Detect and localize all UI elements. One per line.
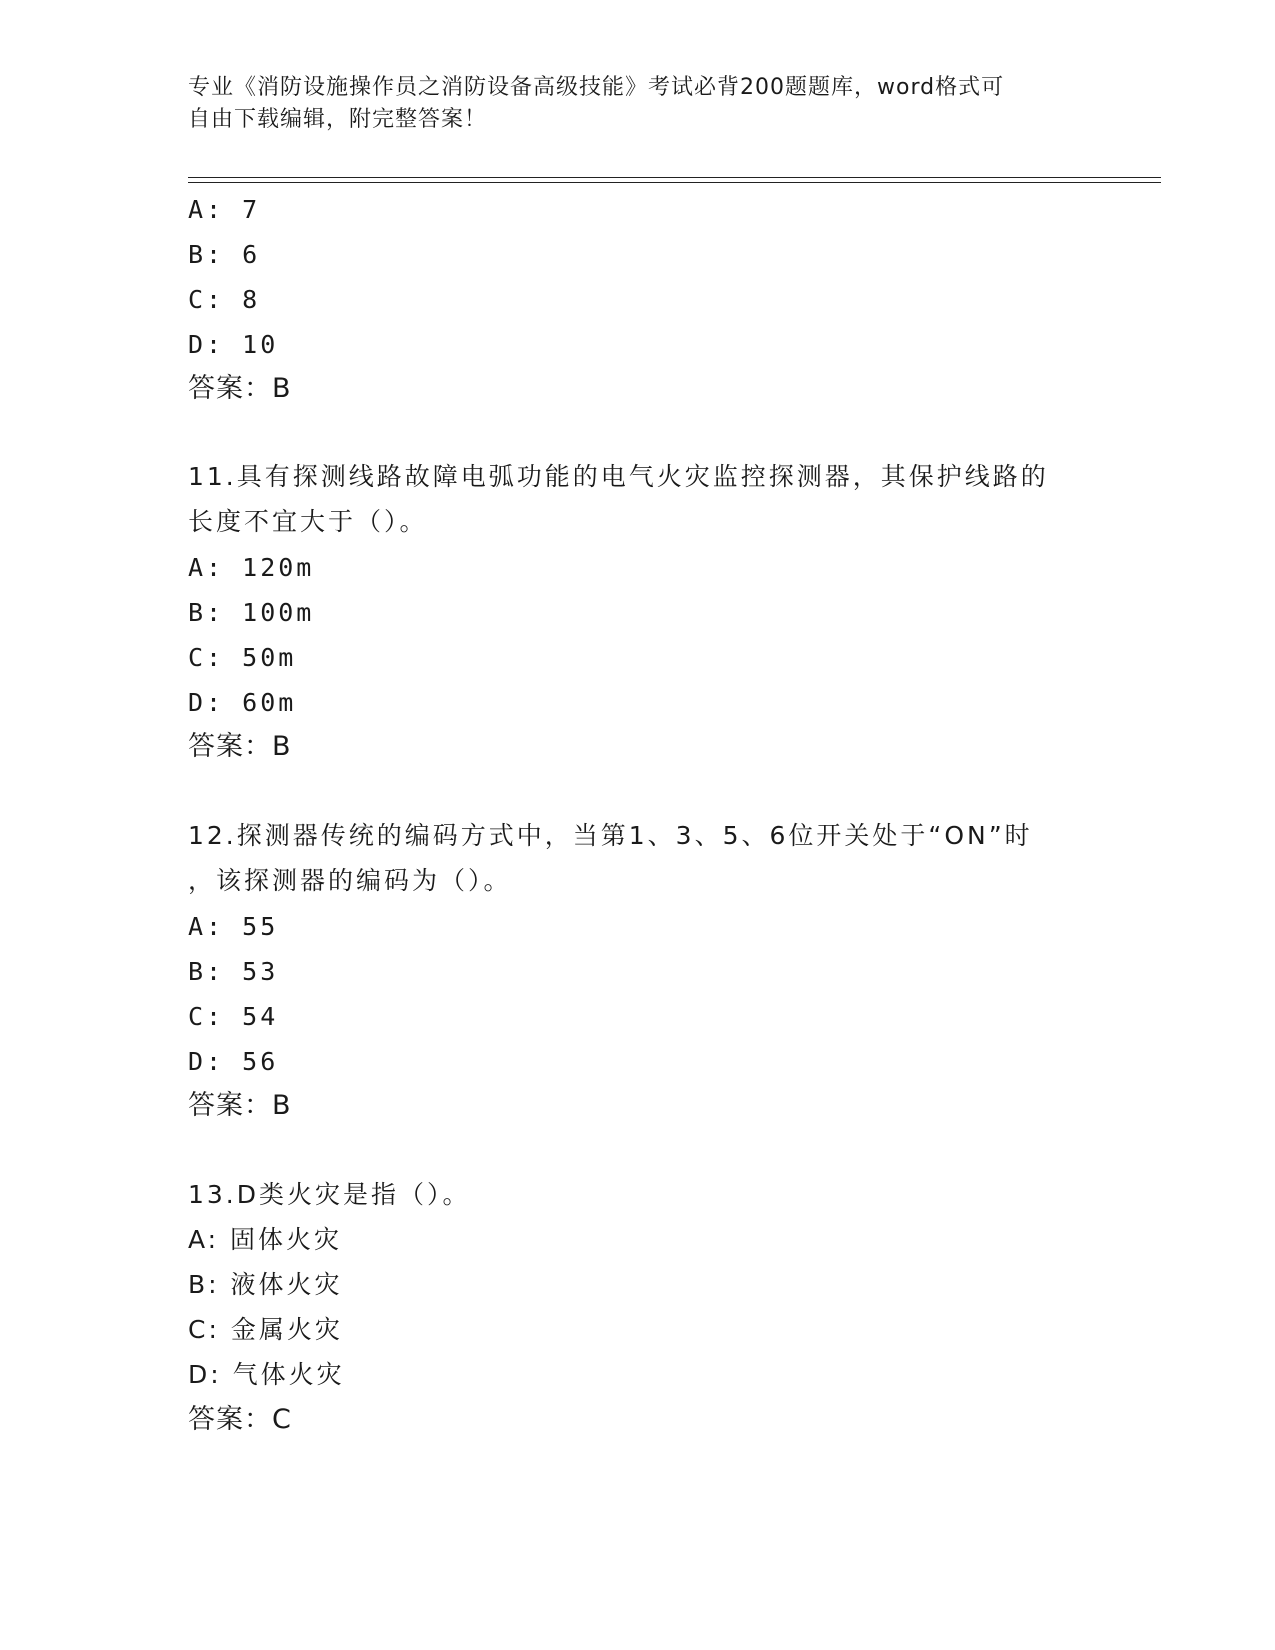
header-line-2: 自由下载编辑，附完整答案！ <box>188 107 488 132</box>
option-d: D: 60m <box>188 688 297 717</box>
question-stem-line-1: 12.探测器传统的编码方式中，当第1、3、5、6位开关处于“ON”时 <box>188 821 1033 850</box>
question-stem-line-2: ，该探测器的编码为（）。 <box>188 866 512 895</box>
header-line-1: 专业《消防设施操作员之消防设备高级技能》考试必背200题题库，word格式可 <box>188 75 1005 100</box>
question-stem-line-2: 长度不宜大于（）。 <box>188 507 428 536</box>
option-d: D: 气体火灾 <box>188 1360 345 1389</box>
question-stem-line-1: 13.D类火灾是指（）。 <box>188 1180 471 1209</box>
header-divider-bottom <box>188 182 1161 183</box>
option-c: C: 50m <box>188 643 297 672</box>
answer: 答案：C <box>188 1404 292 1435</box>
option-b: B: 53 <box>188 957 279 986</box>
option-d: D: 10 <box>188 330 279 359</box>
option-c: C: 金属火灾 <box>188 1315 343 1344</box>
option-a: A: 120m <box>188 553 315 582</box>
answer: 答案：B <box>188 373 292 404</box>
option-a: A: 7 <box>188 195 261 224</box>
option-b: B: 液体火灾 <box>188 1270 343 1299</box>
answer: 答案：B <box>188 731 292 762</box>
option-c: C: 54 <box>188 1002 279 1031</box>
question-stem-line-1: 11.具有探测线路故障电弧功能的电气火灾监控探测器，其保护线路的 <box>188 462 1049 491</box>
document-header <box>188 72 1088 136</box>
option-a: A: 固体火灾 <box>188 1225 343 1254</box>
option-b: B: 100m <box>188 598 315 627</box>
option-a: A: 55 <box>188 912 279 941</box>
option-c: C: 8 <box>188 285 261 314</box>
answer: 答案：B <box>188 1090 292 1121</box>
option-b: B: 6 <box>188 240 261 269</box>
option-d: D: 56 <box>188 1047 279 1076</box>
header-divider-top <box>188 177 1161 178</box>
